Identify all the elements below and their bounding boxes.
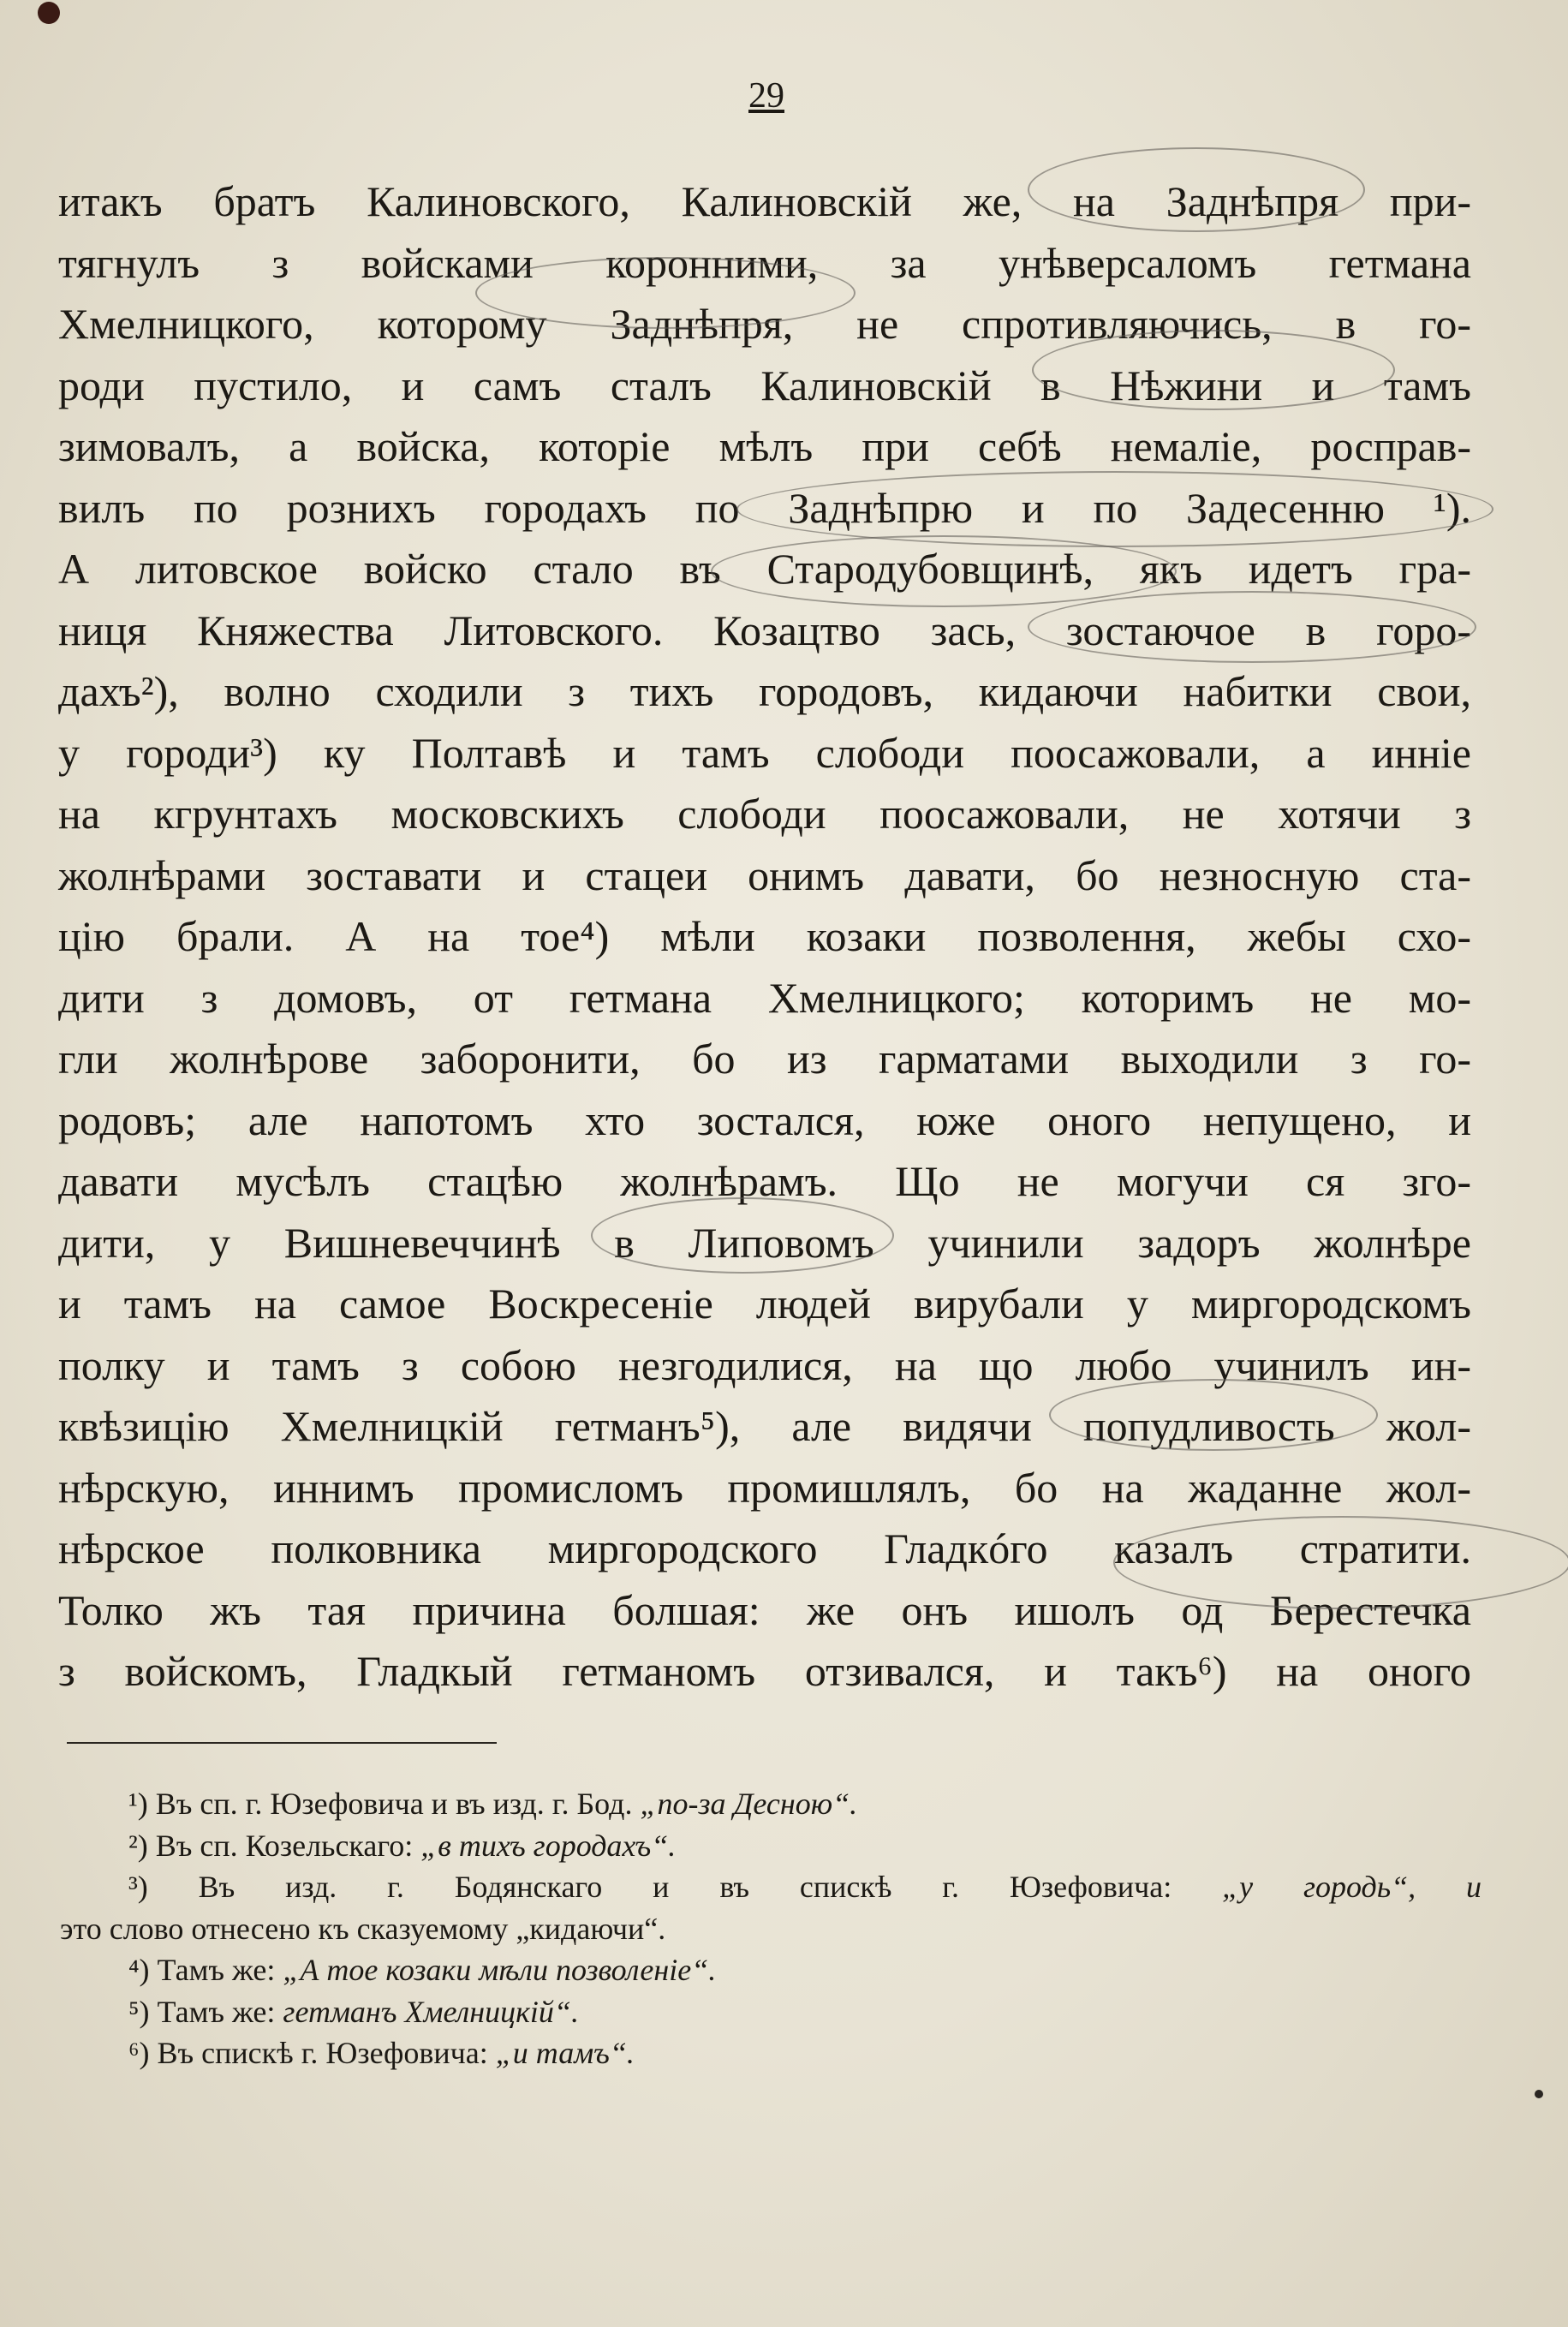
footnote-text: Тамъ же: — [157, 1994, 276, 2029]
text-line: ниця Княжества Литовского. Козацтво зась, зостаючое в горо- — [58, 606, 1471, 654]
footnote-quote: „в тихъ городахъ“. — [420, 1828, 677, 1863]
footnote-6 — [60, 2032, 1482, 2074]
text-line: итакъ братъ Калиновского, Калиновскій же, на Заднѣпря при- — [58, 177, 1471, 225]
text-line: нѣрскую, иннимъ промисломъ промишлялъ, бо на жаданне жол- — [58, 1463, 1471, 1512]
footnote-3-continuation: это слово отнесено къ сказуемому „кидаючи“. — [60, 1911, 666, 1946]
footnote-mark: ³) — [128, 1870, 148, 1904]
footnote-quote: „и тамъ“. — [495, 2036, 635, 2070]
text-line: А литовское войско стало въ Стародубовщинѣ, якъ идетъ гра- — [58, 545, 1471, 593]
footnote-text: Въ изд. г. Бодянскаго и въ спискѣ г. Юзефовича: — [198, 1870, 1172, 1904]
text-line: на кгрунтахъ московскихъ слободи поосажовали, не хотячи з — [58, 790, 1471, 838]
text-line: з войскомъ, Гладкый гетманомъ отзивался, и такъ⁶) на оного — [58, 1647, 1471, 1695]
text-line: у городи³) ку Полтавѣ и тамъ слободи поосажовали, а инніе — [58, 728, 1471, 777]
page-number: 29 — [748, 76, 784, 116]
footnote-quote: „у городь“, и — [1222, 1870, 1482, 1904]
text-line: дити з домовъ, от гетмана Хмелницкого; которимъ не мо- — [58, 973, 1471, 1022]
text-line: Хмелницкого, которому Заднѣпря, не спротивляючись, в го- — [58, 300, 1471, 348]
footnote-mark: ⁵) — [128, 1994, 150, 2029]
footnote-text: Въ сп. г. Юзефовича и въ изд. г. Бод. — [155, 1787, 633, 1821]
footnote-2 — [60, 1825, 1482, 1867]
footnotes — [60, 1783, 1482, 2074]
footnote-quote: гетманъ Хмелницкій“. — [283, 1994, 579, 2029]
text-line: гли жолнѣрове заборонити, бо из гарматами выходили з го- — [58, 1035, 1471, 1083]
footnote-quote: „по-за Десною“. — [640, 1787, 858, 1821]
text-line: полку и тамъ з собою незгодилися, на що любо учинилъ ин- — [58, 1340, 1471, 1389]
text-line: зимовалъ, а войска, которіе мѣлъ при себѣ немаліе, росправ- — [58, 422, 1471, 470]
text-line: давати мусѣлъ стацѣю жолнѣрамъ. Що не могучи ся зго- — [58, 1157, 1471, 1205]
ink-stain — [38, 2, 60, 24]
text-line: дахъ²), волно сходили з тихъ городовъ, кидаючи набитки свои, — [58, 667, 1471, 715]
footnote-1 — [60, 1783, 1482, 1825]
main-text — [58, 171, 1471, 1703]
text-line: квѣзицію Хмелницкій гетманъ⁵), але видячи попудливость жол- — [58, 1402, 1471, 1450]
footnote-mark: ⁶) — [128, 2036, 150, 2070]
text-line: нѣрское полковника миргородского Гладкóго казалъ стратити. — [58, 1524, 1471, 1572]
text-line: Толко жъ тая причина болшая: же онъ ишолъ од Берестечка — [58, 1585, 1471, 1634]
footnote-text: Въ сп. Козельскаго: — [155, 1828, 414, 1863]
footnote-text: Въ спискѣ г. Юзефовича: — [157, 2036, 488, 2070]
text-line: дити, у Вишневеччинѣ в Липовомъ учинили задоръ жолнѣре — [58, 1218, 1471, 1267]
paper-spot — [1535, 2090, 1543, 2098]
footnote-3 — [60, 1866, 1482, 1908]
text-line: роди пустило, и самъ сталъ Калиновскій в Нѣжини и тамъ — [58, 361, 1471, 409]
text-line: цію брали. А на тое⁴) мѣли козаки позволення, жебы схо- — [58, 912, 1471, 960]
footnote-quote: „А тое козаки мѣли позволеніе“. — [283, 1953, 717, 1987]
text-line: родовъ; але напотомъ хто зостался, юже оного непущено, и — [58, 1095, 1471, 1144]
footnote-rule — [67, 1742, 497, 1744]
footnote-mark: ¹) — [128, 1787, 148, 1821]
text-line: вилъ по розниxъ городахъ по Заднѣпрю и по Задесенню ¹). — [58, 483, 1471, 532]
text-line: и тамъ на самое Воскресеніе людей вирубали у миргородскомъ — [58, 1280, 1471, 1328]
footnote-mark: ²) — [128, 1828, 148, 1863]
footnote-4 — [60, 1949, 1482, 1991]
footnote-mark: ⁴) — [128, 1953, 150, 1987]
text-line: жолнѣрами зоставати и стацеи онимъ давати, бо незносную ста- — [58, 850, 1471, 899]
footnote-text: Тамъ же: — [157, 1953, 276, 1987]
footnote-5 — [60, 1991, 1482, 2033]
text-line: тягнулъ з войсками коронними, за унѣверсаломъ гетмана — [58, 238, 1471, 287]
